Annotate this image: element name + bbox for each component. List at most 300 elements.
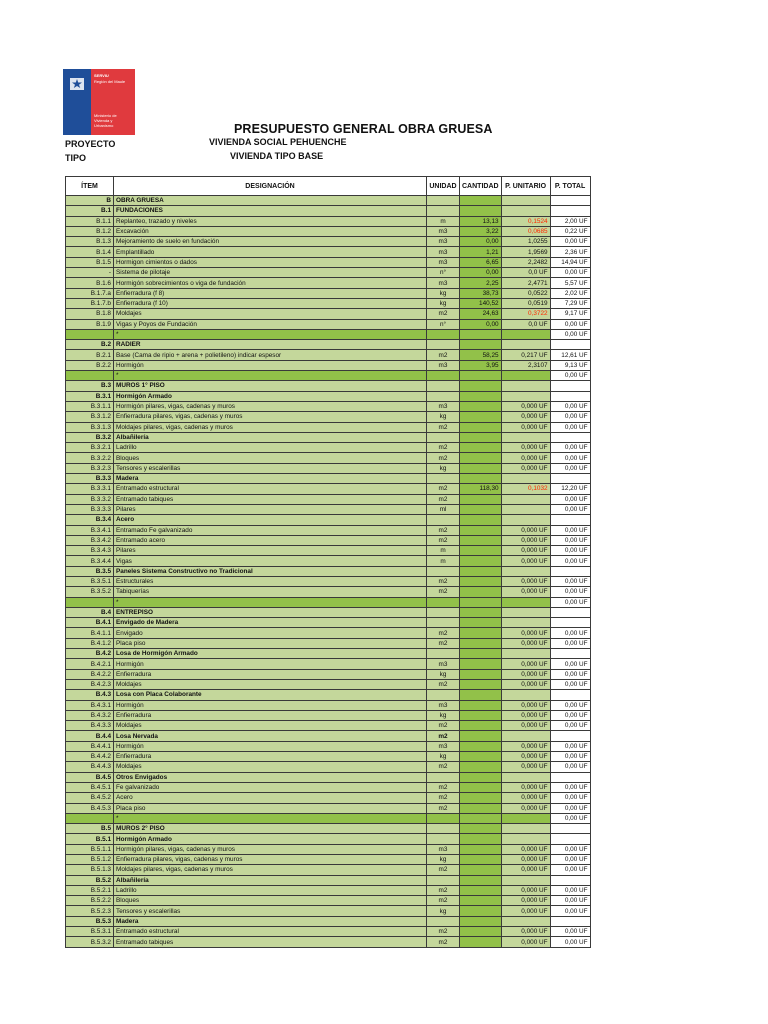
cell-designacion: Hormigón Armado <box>114 834 427 844</box>
cell-unitario: 0,000 UF <box>501 855 550 865</box>
cell-cantidad <box>460 659 502 669</box>
cell-item-code: B.3.4.4 <box>66 556 114 566</box>
cell-designacion: Losa Nervada <box>114 731 427 741</box>
cell-cantidad <box>460 865 502 875</box>
cell-cantidad <box>460 371 502 381</box>
cell-cantidad <box>460 803 502 813</box>
cell-cantidad: 118,30 <box>460 484 502 494</box>
cell-unitario: 1,9569 <box>501 247 550 257</box>
cell-designacion: Acero <box>114 793 427 803</box>
cell-designacion: Moldajes <box>114 679 427 689</box>
cell-cantidad <box>460 196 502 206</box>
tipo-value: VIVIENDA TIPO BASE <box>230 151 324 161</box>
cell-item-code: B.4.2.3 <box>66 679 114 689</box>
cell-cantidad <box>460 813 502 823</box>
cell-total: 0,00 UF <box>550 669 590 679</box>
cell-unidad <box>427 371 460 381</box>
cell-cantidad: 2,25 <box>460 278 502 288</box>
cell-total: 0,00 UF <box>550 443 590 453</box>
cell-total: 0,00 UF <box>550 371 590 381</box>
cell-item-code: B.4 <box>66 607 114 617</box>
cell-item-code <box>66 813 114 823</box>
cell-item-code: B.2.2 <box>66 360 114 370</box>
table-row <box>66 649 591 659</box>
table-row <box>66 484 591 494</box>
cell-total: 0,00 UF <box>550 937 590 947</box>
cell-cantidad <box>460 422 502 432</box>
cell-unitario: 0,000 UF <box>501 628 550 638</box>
cell-item-code: B.4.1.2 <box>66 638 114 648</box>
table-row <box>66 813 591 823</box>
cell-designacion: Albañilería <box>114 432 427 442</box>
cell-total: 0,00 UF <box>550 587 590 597</box>
cell-cantidad <box>460 618 502 628</box>
cell-cantidad <box>460 721 502 731</box>
cell-unitario <box>501 206 550 216</box>
cell-cantidad <box>460 937 502 947</box>
cell-item-code: B.4.2.2 <box>66 669 114 679</box>
cell-cantidad <box>460 906 502 916</box>
cell-total <box>550 196 590 206</box>
cell-total: 0,00 UF <box>550 896 590 906</box>
cell-total <box>550 618 590 628</box>
cell-unidad: m2 <box>427 782 460 792</box>
table-row <box>66 721 591 731</box>
table-row <box>66 772 591 782</box>
cell-unidad <box>427 649 460 659</box>
table-row <box>66 679 591 689</box>
cell-unitario <box>501 432 550 442</box>
cell-cantidad <box>460 546 502 556</box>
cell-item-code: B.3.4.3 <box>66 546 114 556</box>
table-row <box>66 855 591 865</box>
cell-total: 0,00 UF <box>550 237 590 247</box>
table-row <box>66 752 591 762</box>
cell-unitario <box>501 566 550 576</box>
table-row <box>66 844 591 854</box>
cell-total: 9,17 UF <box>550 309 590 319</box>
header-item: ÍTEM <box>66 177 114 196</box>
cell-designacion: Hormigon cimientos o dados <box>114 257 427 267</box>
table-row <box>66 268 591 278</box>
cell-item-code: B.4.5.1 <box>66 782 114 792</box>
table-row <box>66 226 591 236</box>
cell-designacion: Otros Envigados <box>114 772 427 782</box>
table-row <box>66 381 591 391</box>
cell-cantidad <box>460 844 502 854</box>
cell-designacion: Hormigón <box>114 700 427 710</box>
cell-total: 0,00 UF <box>550 679 590 689</box>
cell-unitario <box>501 834 550 844</box>
logo-line-5: Urbanismo <box>94 123 114 128</box>
cell-total <box>550 731 590 741</box>
cell-designacion: * <box>114 371 427 381</box>
cell-cantidad <box>460 741 502 751</box>
cell-unidad: m3 <box>427 401 460 411</box>
cell-total: 0,00 UF <box>550 813 590 823</box>
cell-cantidad: 13,13 <box>460 216 502 226</box>
cell-designacion: MUROS 2° PISO <box>114 824 427 834</box>
cell-unidad <box>427 329 460 339</box>
cell-designacion: Entramado Fe galvanizado <box>114 525 427 535</box>
table-row <box>66 525 591 535</box>
cell-unidad: m2 <box>427 721 460 731</box>
table-row <box>66 700 591 710</box>
cell-unidad <box>427 690 460 700</box>
cell-cantidad <box>460 731 502 741</box>
cell-cantidad: 0,00 <box>460 268 502 278</box>
table-row <box>66 875 591 885</box>
cell-unidad: ml <box>427 504 460 514</box>
cell-cantidad: 140,52 <box>460 298 502 308</box>
cell-unitario: 2,4771 <box>501 278 550 288</box>
cell-unidad: m3 <box>427 257 460 267</box>
cell-item-code: B.1.7.a <box>66 288 114 298</box>
cell-total <box>550 566 590 576</box>
cell-cantidad <box>460 340 502 350</box>
cell-unidad <box>427 206 460 216</box>
cell-unidad <box>427 340 460 350</box>
cell-designacion: Estructurales <box>114 576 427 586</box>
cell-designacion: Moldajes pilares, vigas, cadenas y muros <box>114 865 427 875</box>
cell-cantidad <box>460 679 502 689</box>
cell-unidad <box>427 875 460 885</box>
cell-total: 0,00 UF <box>550 412 590 422</box>
cell-cantidad <box>460 443 502 453</box>
cell-unidad: m2 <box>427 793 460 803</box>
cell-total <box>550 474 590 484</box>
cell-cantidad <box>460 875 502 885</box>
cell-unitario: 0,000 UF <box>501 752 550 762</box>
cell-unitario <box>501 618 550 628</box>
cell-total <box>550 340 590 350</box>
cell-unidad <box>427 474 460 484</box>
table-row <box>66 288 591 298</box>
cell-unitario: 0,000 UF <box>501 927 550 937</box>
cell-item-code: B.3.4.2 <box>66 535 114 545</box>
cell-item-code: B.1.1 <box>66 216 114 226</box>
cell-unitario <box>501 196 550 206</box>
header-total: P. TOTAL <box>550 177 590 196</box>
cell-unitario: 0,000 UF <box>501 463 550 473</box>
cell-total: 0,00 UF <box>550 659 590 669</box>
cell-total: 0,00 UF <box>550 700 590 710</box>
cell-unidad: kg <box>427 298 460 308</box>
cell-unidad: m2 <box>427 896 460 906</box>
logo-line-3: Ministerio de <box>94 113 117 118</box>
cell-cantidad <box>460 855 502 865</box>
cell-item-code: B.1.9 <box>66 319 114 329</box>
cell-designacion: Emplantillado <box>114 247 427 257</box>
table-row <box>66 659 591 669</box>
cell-cantidad <box>460 669 502 679</box>
cell-designacion: * <box>114 597 427 607</box>
cell-designacion: Tabiquerías <box>114 587 427 597</box>
cell-item-code: B.2 <box>66 340 114 350</box>
cell-designacion: Base (Cama de ripio + arena + polietileno) indicar espesor <box>114 350 427 360</box>
table-row <box>66 443 591 453</box>
cell-unitario: 0,0 UF <box>501 268 550 278</box>
cell-unitario: 0,000 UF <box>501 793 550 803</box>
cell-total <box>550 391 590 401</box>
cell-cantidad <box>460 782 502 792</box>
cell-unidad <box>427 813 460 823</box>
cell-unitario <box>501 381 550 391</box>
table-row <box>66 319 591 329</box>
cell-total: 0,00 UF <box>550 494 590 504</box>
cell-designacion: Enfierradura pilares, vigas, cadenas y muros <box>114 412 427 422</box>
cell-designacion: Pilares <box>114 504 427 514</box>
cell-item-code: B.4.4.3 <box>66 762 114 772</box>
cell-cantidad: 58,25 <box>460 350 502 360</box>
cell-designacion: Envigado <box>114 628 427 638</box>
table-row <box>66 906 591 916</box>
header-unitario: P. UNITARIO <box>501 177 550 196</box>
cell-item-code: B.3.4.1 <box>66 525 114 535</box>
cell-item-code: B.1.4 <box>66 247 114 257</box>
cell-cantidad <box>460 649 502 659</box>
cell-item-code: B.4.2.1 <box>66 659 114 669</box>
table-row <box>66 237 591 247</box>
cell-designacion: Hormigón <box>114 360 427 370</box>
cell-cantidad <box>460 885 502 895</box>
table-row <box>66 638 591 648</box>
cell-total: 0,00 UF <box>550 556 590 566</box>
cell-cantidad: 3,22 <box>460 226 502 236</box>
proyecto-value: VIVIENDA SOCIAL PEHUENCHE <box>209 137 347 147</box>
cell-designacion: Placa piso <box>114 803 427 813</box>
cell-total: 0,00 UF <box>550 422 590 432</box>
table-row <box>66 412 591 422</box>
cell-designacion: Madera <box>114 916 427 926</box>
cell-total: 0,00 UF <box>550 782 590 792</box>
cell-item-code: B.1.6 <box>66 278 114 288</box>
table-row <box>66 793 591 803</box>
cell-item-code: B.5 <box>66 824 114 834</box>
cell-cantidad <box>460 762 502 772</box>
table-row <box>66 865 591 875</box>
table-row <box>66 340 591 350</box>
cell-item-code: B.3.2.2 <box>66 453 114 463</box>
cell-unidad: m2 <box>427 731 460 741</box>
header-cantidad: CANTIDAD <box>460 177 502 196</box>
table-header-row <box>66 177 591 196</box>
cell-unidad: m2 <box>427 525 460 535</box>
cell-cantidad <box>460 494 502 504</box>
cell-designacion: Ladrillo <box>114 885 427 895</box>
cell-unidad: m <box>427 216 460 226</box>
table-row <box>66 216 591 226</box>
cell-unidad: kg <box>427 855 460 865</box>
cell-item-code: B.1.3 <box>66 237 114 247</box>
cell-unidad: m <box>427 546 460 556</box>
cell-cantidad <box>460 401 502 411</box>
cell-item-code: B.5.2 <box>66 875 114 885</box>
cell-item-code: B.4.4 <box>66 731 114 741</box>
cell-cantidad <box>460 381 502 391</box>
cell-unidad: m3 <box>427 659 460 669</box>
cell-total: 0,00 UF <box>550 628 590 638</box>
cell-designacion: Pilares <box>114 546 427 556</box>
cell-designacion: Losa con Placa Colaborante <box>114 690 427 700</box>
cell-item-code: B.5.3.1 <box>66 927 114 937</box>
cell-total: 0,00 UF <box>550 597 590 607</box>
cell-unitario: 0,000 UF <box>501 535 550 545</box>
cell-unitario: 0,000 UF <box>501 803 550 813</box>
table-row <box>66 196 591 206</box>
cell-unitario: 0,000 UF <box>501 576 550 586</box>
cell-item-code: B.4.5 <box>66 772 114 782</box>
cell-total: 0,00 UF <box>550 762 590 772</box>
cell-designacion: Vigas <box>114 556 427 566</box>
cell-unitario: 0,000 UF <box>501 700 550 710</box>
cell-unidad <box>427 834 460 844</box>
cell-cantidad <box>460 700 502 710</box>
cell-unidad <box>427 772 460 782</box>
cell-item-code: B.1 <box>66 206 114 216</box>
table-row <box>66 329 591 339</box>
cell-total <box>550 690 590 700</box>
cell-cantidad <box>460 628 502 638</box>
cell-item-code: B.5.2.3 <box>66 906 114 916</box>
cell-unitario <box>501 813 550 823</box>
cell-unitario <box>501 391 550 401</box>
cell-item-code: B.3.3.1 <box>66 484 114 494</box>
cell-unitario: 0,000 UF <box>501 865 550 875</box>
cell-designacion: Acero <box>114 515 427 525</box>
cell-unidad: m2 <box>427 576 460 586</box>
cell-cantidad: 1,21 <box>460 247 502 257</box>
table-row <box>66 916 591 926</box>
table-row <box>66 597 591 607</box>
cell-item-code: B.3.5 <box>66 566 114 576</box>
cell-unidad: m2 <box>427 350 460 360</box>
cell-item-code: B <box>66 196 114 206</box>
cell-item-code: B.3.1 <box>66 391 114 401</box>
cell-unitario <box>501 597 550 607</box>
cell-unitario: 0,000 UF <box>501 401 550 411</box>
cell-unitario <box>501 494 550 504</box>
cell-total: 0,00 UF <box>550 329 590 339</box>
cell-unitario <box>501 515 550 525</box>
cell-unitario <box>501 772 550 782</box>
table-row <box>66 432 591 442</box>
cell-designacion: Enfierradura (f 10) <box>114 298 427 308</box>
cell-cantidad: 3,95 <box>460 360 502 370</box>
cell-total: 2,36 UF <box>550 247 590 257</box>
cell-unidad <box>427 566 460 576</box>
table-row <box>66 741 591 751</box>
page-title: PRESUPUESTO GENERAL OBRA GRUESA <box>234 122 493 136</box>
cell-designacion: Moldajes <box>114 762 427 772</box>
cell-total: 0,00 UF <box>550 319 590 329</box>
cell-unitario: 0,000 UF <box>501 422 550 432</box>
cell-unidad: m <box>427 556 460 566</box>
cell-total <box>550 824 590 834</box>
table-row <box>66 576 591 586</box>
cell-unidad: m2 <box>427 443 460 453</box>
table-row <box>66 762 591 772</box>
cell-total: 0,00 UF <box>550 855 590 865</box>
cell-designacion: MUROS 1° PISO <box>114 381 427 391</box>
cell-total: 0,00 UF <box>550 525 590 535</box>
cell-unidad: m3 <box>427 360 460 370</box>
cell-designacion: Replanteo, trazado y niveles <box>114 216 427 226</box>
cell-designacion: Fe galvanizado <box>114 782 427 792</box>
cell-cantidad <box>460 474 502 484</box>
cell-unitario <box>501 474 550 484</box>
cell-unidad <box>427 597 460 607</box>
cell-cantidad <box>460 206 502 216</box>
table-row <box>66 350 591 360</box>
cell-total: 14,94 UF <box>550 257 590 267</box>
cell-total: 7,29 UF <box>550 298 590 308</box>
cell-item-code: B.4.5.2 <box>66 793 114 803</box>
cell-item-code: - <box>66 268 114 278</box>
cell-designacion: RADIER <box>114 340 427 350</box>
cell-cantidad <box>460 504 502 514</box>
table-row <box>66 782 591 792</box>
cell-unitario <box>501 916 550 926</box>
cell-unidad: m2 <box>427 309 460 319</box>
cell-total: 0,00 UF <box>550 453 590 463</box>
table-row <box>66 474 591 484</box>
table-row <box>66 628 591 638</box>
cell-total: 0,00 UF <box>550 752 590 762</box>
cell-designacion: Bloques <box>114 896 427 906</box>
cell-unidad: m2 <box>427 638 460 648</box>
cell-designacion: Bloques <box>114 453 427 463</box>
cell-designacion: Ladrillo <box>114 443 427 453</box>
cell-designacion: Entramado estructural <box>114 927 427 937</box>
table-row <box>66 401 591 411</box>
table-row <box>66 690 591 700</box>
cell-designacion: Hormigón sobrecimientos o viga de fundación <box>114 278 427 288</box>
cell-unidad: m2 <box>427 679 460 689</box>
cell-cantidad: 0,00 <box>460 237 502 247</box>
cell-unitario <box>501 329 550 339</box>
cell-designacion: Entramado tabiques <box>114 937 427 947</box>
cell-designacion: Enfierradura <box>114 710 427 720</box>
cell-unitario: 0,000 UF <box>501 525 550 535</box>
cell-item-code: B.5.3.2 <box>66 937 114 947</box>
cell-unitario: 0,000 UF <box>501 443 550 453</box>
cell-unidad <box>427 515 460 525</box>
cell-cantidad <box>460 710 502 720</box>
cell-cantidad <box>460 329 502 339</box>
cell-unidad: kg <box>427 463 460 473</box>
cell-unidad: m2 <box>427 535 460 545</box>
cell-unidad: kg <box>427 669 460 679</box>
cell-item-code: B.4.1 <box>66 618 114 628</box>
cell-unitario <box>501 690 550 700</box>
cell-item-code: B.5.3 <box>66 916 114 926</box>
cell-designacion: Paneles Sistema Constructivo no Tradicional <box>114 566 427 576</box>
table-row <box>66 824 591 834</box>
cell-designacion: Entramado tabiques <box>114 494 427 504</box>
cell-total: 0,00 UF <box>550 710 590 720</box>
cell-cantidad <box>460 576 502 586</box>
cell-unitario: 0,000 UF <box>501 721 550 731</box>
cell-total <box>550 772 590 782</box>
cell-unidad: m3 <box>427 278 460 288</box>
cell-cantidad <box>460 927 502 937</box>
cell-designacion: Moldajes <box>114 309 427 319</box>
cell-unidad: m2 <box>427 762 460 772</box>
cell-item-code: B.5.2.2 <box>66 896 114 906</box>
cell-unitario: 0,000 UF <box>501 741 550 751</box>
table-row <box>66 309 591 319</box>
